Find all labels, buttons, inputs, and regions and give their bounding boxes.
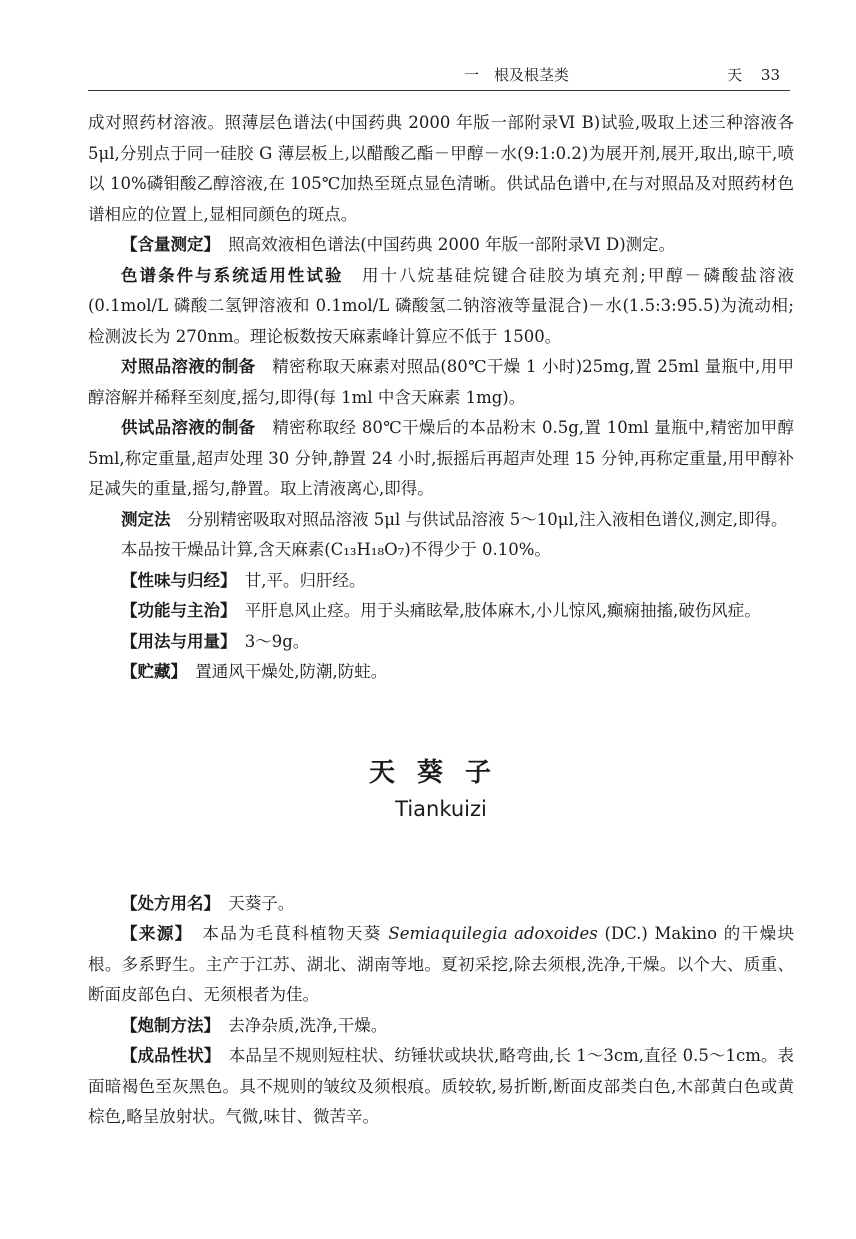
- label-name: 【处方用名】: [121, 893, 212, 913]
- latin-name: Semiaquilegia adoxoides: [388, 924, 598, 943]
- paragraph-name: [88, 889, 794, 920]
- text-ref: 精密称取天麻素对照品(80℃干燥 1 小时)25mg,置 25ml 量瓶中,用甲醇溶解并稀释至刻度,摇匀,即得(每 1ml 中含天麻素 1mg)。: [88, 357, 795, 407]
- text-proc: 去净杂质,洗净,干燥。: [228, 1015, 388, 1035]
- label-assay: 【含量测定】: [121, 235, 212, 254]
- label-usage: 【用法与用量】: [121, 631, 229, 651]
- label-method: 测定法: [121, 509, 171, 529]
- paragraph-usage: [88, 627, 794, 658]
- text-source-b: (DC.) Makino 的干燥块根。多系野生。主产于江苏、湖北、湖南等地。夏初采挖,除去须根,洗净,干燥。以个大、质重、断面皮部色白、无须根者为佳。: [88, 924, 795, 1004]
- entry-title: 天葵子: [368, 757, 513, 788]
- entry-pinyin: Tiankuizi: [395, 797, 487, 821]
- page-body: [88, 108, 794, 1133]
- header-right: [713, 64, 780, 85]
- label-test: 供试品溶液的制备: [121, 418, 256, 437]
- paragraph-tlc: 成对照药材溶液。照薄层色谱法(中国药典 2000 年版一部附录Ⅵ B)试验,吸取上述三种溶液各 5μl,分别点于同一硅胶 G 薄层板上,以醋酸乙酯－甲醇－水(9:1:0.2)为展开剂,展开,取出,晾干,喷以 10%磷钼酸乙醇溶液,在 105℃加热至斑点显色清晰。供试品色谱中,在与对照品及对照药材色谱相应的位置上,显相同颜色的斑点。: [88, 113, 794, 224]
- paragraph-chrom: [88, 261, 794, 353]
- text-prop: 本品呈不规则短柱状、纺锤状或块状,略弯曲,长 1～3cm,直径 0.5～1cm。表面暗褐色至灰黑色。具不规则的皱纹及须根痕。质较软,易折断,断面皮部类白色,木部黄白色或黄棕色,略呈放射状。气微,味甘、微苦辛。: [88, 1046, 795, 1126]
- text-storage: 置通风干燥处,防潮,防蛀。: [195, 662, 388, 681]
- paragraph-assay: [88, 230, 794, 261]
- label-taste: 【性味与归经】: [121, 570, 229, 590]
- section-title: 一 根及根茎类: [464, 66, 570, 84]
- text-name: 天葵子。: [228, 893, 295, 913]
- page-number: 33: [760, 66, 780, 84]
- label-prop: 【成品性状】: [121, 1046, 213, 1065]
- paragraph-proc: [88, 1011, 794, 1042]
- label-storage: 【贮藏】: [121, 662, 179, 681]
- text-assay: 照高效液相色谱法(中国药典 2000 年版一部附录Ⅵ D)测定。: [228, 235, 676, 254]
- paragraph-prop: [88, 1041, 794, 1133]
- running-header: [88, 56, 790, 91]
- label-source: 【来源】: [121, 924, 185, 943]
- label-proc: 【炮制方法】: [121, 1015, 212, 1035]
- label-func: 【功能与主治】: [121, 601, 229, 620]
- paragraph-ref: [88, 352, 794, 413]
- text-taste: 甘,平。归肝经。: [244, 570, 366, 590]
- entry-title-block: [88, 758, 794, 825]
- text-usage: 3～9g。: [244, 631, 310, 651]
- paragraph-taste: [88, 566, 794, 597]
- text-chrom: 用十八烷基硅烷键合硅胶为填充剂;甲醇－磷酸盐溶液(0.1mol/L 磷酸二氢钾溶液和 0.1mol/L 磷酸氢二钠溶液等量混合)－水(1.5:3:95.5)为流动相;检测波长为 270nm。理论板数按天麻素峰计算应不低于 1500。: [88, 265, 795, 346]
- header-char: 天: [727, 66, 743, 84]
- text-method: 分别精密吸取对照品溶液 5μl 与供试品溶液 5～10μl,注入液相色谱仪,测定,即得。: [187, 509, 788, 529]
- text-source-a: 本品为毛茛科植物天葵: [202, 924, 382, 943]
- paragraph-content-req: 本品按干燥品计算,含天麻素(C₁₃H₁₈O₇)不得少于 0.10%。: [121, 540, 551, 559]
- text-func: 平肝息风止痉。用于头痛眩晕,肢体麻木,小儿惊风,癫痫抽搐,破伤风症。: [244, 601, 761, 620]
- paragraph-source: [88, 919, 794, 1011]
- text-test: 精密称取经 80℃干燥后的本品粉末 0.5g,置 10ml 量瓶中,精密加甲醇 5ml,称定重量,超声处理 30 分钟,静置 24 小时,振摇后再超声处理 15 分钟,再称定重量,用甲醇补足减失的重量,摇匀,静置。取上清液离心,即得。: [88, 418, 794, 498]
- label-ref: 对照品溶液的制备: [121, 357, 256, 376]
- paragraph-storage: [88, 657, 794, 688]
- paragraph-method: [88, 505, 794, 536]
- label-chrom: 色谱条件与系统适用性试验: [121, 265, 344, 285]
- paragraph-func: [88, 596, 794, 627]
- paragraph-test: [88, 413, 794, 505]
